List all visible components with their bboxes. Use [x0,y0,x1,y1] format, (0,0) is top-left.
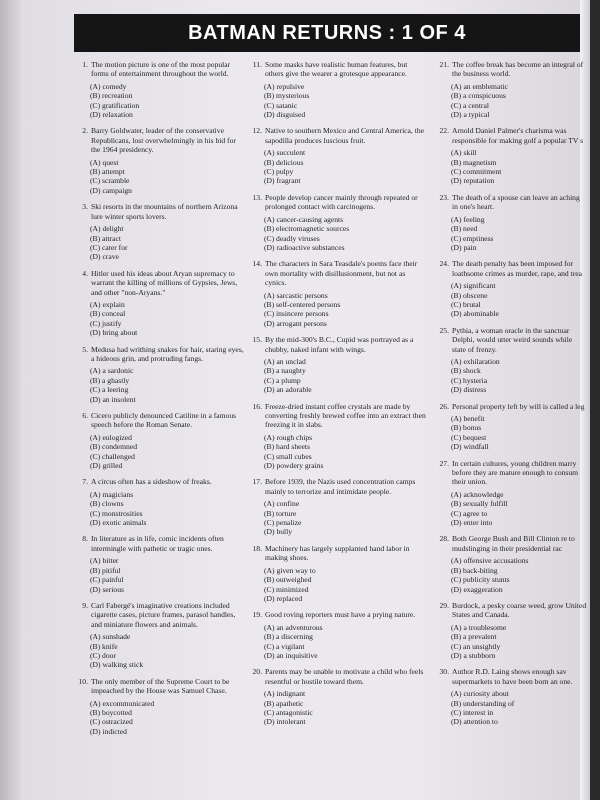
question-number: 8. [82,534,88,544]
question-text: Ski resorts in the mountains of northern Arizona lure winter sports lovers. [91,202,238,221]
answer-option: (C) a plump [264,375,301,385]
answer-options [451,414,587,452]
question-item [76,677,246,736]
answer-option: (B) sexually fulfill [451,499,508,509]
answer-options [90,699,246,737]
answer-options [451,281,587,319]
question-number: 15. [252,335,262,345]
answer-options [90,433,246,471]
answer-option: (D) reputation [451,176,495,186]
question-text: The only member of the Supreme Court to be impeached by the House was Samuel Chase. [91,676,230,696]
question-item [437,601,587,660]
answer-option: (D) grilled [90,461,123,471]
question-stem [250,259,426,287]
answer-option: (B) hard sheets [264,442,310,452]
answer-option: (C) a leering [90,385,129,395]
question-number: 26. [439,401,449,411]
question-text: Barry Goldwater, leader of the conservative Republicans, lost overwhelmingly in his bid for the 1964 presidency. [91,126,236,155]
answer-option: (B) self-centered persons [264,299,341,309]
answer-option: (D) an adorable [264,385,312,395]
question-number: 6. [82,411,88,420]
answer-option: (C) commitment [451,167,502,177]
answer-option: (B) clowns [90,499,124,509]
question-text: Both George Bush and Bill Clinton re to mudslinging in their presidential rac [452,534,575,553]
question-number: 30. [439,667,449,677]
answer-option: (A) an unclad [264,356,306,366]
answer-options [90,300,246,338]
answer-option: (D) radioactive substances [264,242,345,252]
question-text: People develop cancer mainly through repeated or prolonged contact with carcinogens. [265,192,418,212]
answer-option: (A) succulent [264,148,306,158]
answer-options [264,566,426,604]
answer-option: (C) justify [90,318,122,328]
question-item [250,667,426,726]
question-number: 14. [252,259,262,269]
question-number: 12. [252,126,262,136]
question-item [250,402,426,471]
question-number: 5. [82,344,88,354]
answer-option: (A) offensive accusations [451,556,529,566]
question-text: Author R.D. Laing shows enough sav supermarkets to have been born an one. [452,667,573,686]
question-stem [76,60,246,79]
answer-options [264,623,426,661]
question-stem [437,259,587,278]
answer-option: (D) arrogant persons [264,318,327,328]
answer-options [451,490,587,528]
answer-option: (C) hysteria [451,375,488,385]
question-stem [76,677,246,696]
answer-option: (D) attention to [451,717,498,727]
answer-option: (A) quest [90,157,119,167]
answer-option: (B) shock [451,366,481,376]
answer-option: (C) challenged [90,451,135,461]
question-stem [250,126,426,145]
answer-option: (D) enter into [451,518,493,528]
answer-option: (B) attract [90,233,121,243]
answer-option: (C) monstrosities [90,508,143,518]
answer-option: (D) an insolent [90,394,136,404]
question-item [250,477,426,536]
question-number: 29. [439,600,449,610]
answer-options [451,215,587,253]
answer-option: (A) sunshade [90,632,131,642]
question-item [76,269,246,338]
question-stem [437,326,587,354]
answer-option: (B) obscene [451,290,488,300]
question-number: 16. [252,401,262,411]
answer-option: (A) curiosity about [451,689,509,699]
answer-option: (A) benefit [451,414,485,423]
answer-option: (D) relaxation [90,110,133,120]
question-stem [76,601,246,629]
question-stem [76,269,246,297]
question-text: Arnold Daniel Palmer's charisma was responsible for making golf a popular TV s [452,126,584,145]
answer-option: (D) bully [264,527,293,537]
answer-option: (A) a sardonic [90,366,134,376]
question-text: In literature as in life, comic incidents often intermingle with pathetic or tragic ones. [91,534,224,553]
question-stem [437,193,587,212]
answer-option: (A) feeling [451,214,485,224]
question-number: 17. [252,477,262,487]
answer-option: (B) conceal [90,309,126,319]
question-stem [76,345,246,364]
answer-option: (C) interest in [451,707,494,717]
answer-option: (C) small cubes [264,451,312,461]
answer-options [264,215,426,253]
answer-option: (D) pain [451,242,477,252]
answer-option: (A) significant [451,281,496,291]
answer-option: (C) satanic [264,100,298,110]
answer-option: (C) pulpy [264,167,294,177]
answer-option: (B) delicious [264,157,304,167]
question-item [250,259,426,328]
question-stem [250,335,426,354]
answer-option: (C) insincere persons [264,309,329,319]
question-number: 1. [82,60,88,69]
answer-option: (C) gratification [90,100,140,110]
answer-option: (B) a prevalent [451,632,497,642]
answer-option: (B) a discerning [264,632,313,642]
answer-option: (C) agree to [451,508,488,518]
question-item [250,610,426,660]
answer-option: (A) sarcastic persons [264,290,328,300]
answer-option: (C) a vigilant [264,641,305,651]
question-item [437,259,587,318]
question-text: Good roving reporters must have a prying nature. [265,610,416,620]
answer-option: (C) cater for [90,242,128,252]
answer-options [264,357,426,395]
question-text: Some masks have realistic human features, but others give the wearer a grotesque appearance. [265,60,408,79]
answer-option: (A) given way to [264,565,316,575]
question-number: 27. [439,458,449,468]
question-item [250,126,426,185]
answer-options [264,499,426,537]
answer-option: (B) boycotted [90,707,132,717]
question-stem [437,402,587,411]
page-title: BATMAN RETURNS : 1 OF 4 [188,21,466,44]
question-number: 3. [82,202,88,212]
answer-option: (D) campaign [90,185,132,195]
answer-option: (B) mysterious [264,91,310,101]
question-text: Machinery has largely supplanted hand labor in making shoes. [265,543,410,563]
answer-option: (D) bring about [90,328,138,338]
answer-option: (A) comedy [90,81,127,91]
answer-option: (B) attempt [90,167,125,177]
answer-option: (B) a ghastly [90,375,130,385]
answer-option: (B) outweighed [264,575,312,585]
answer-option: (C) bequest [451,432,487,442]
question-text: Personal property left by will is called a leg [452,401,585,411]
question-stem [250,477,426,496]
question-text: Freeze-dried instant coffee crystals are made by converting freshly brewed coffee into an extract then freezing it in slabs. [265,401,426,430]
page-title-banner [74,14,580,52]
question-stem [250,402,426,430]
answer-option: (D) crave [90,252,119,262]
question-stem [437,459,587,487]
question-item [437,534,587,593]
answer-option: (A) explain [90,299,125,309]
question-item [76,601,246,670]
answer-options [90,366,246,404]
answer-options [264,291,426,329]
answer-option: (B) back-biting [451,565,498,575]
answer-options [451,623,587,661]
answer-options [90,490,246,528]
answer-option: (B) torture [264,508,297,518]
answer-option: (C) penalize [264,518,302,528]
question-text: Cicero publicly denounced Catiline in a famous speech before the Roman Senate. [91,411,237,430]
answer-option: (B) need [451,224,478,234]
question-stem [437,126,587,145]
answer-option: (C) minimized [264,584,309,594]
question-stem [437,601,587,620]
answer-option: (D) walking stick [90,660,144,670]
question-item [250,544,426,603]
answer-option: (D) serious [90,584,124,594]
answer-option: (A) cancer-causing agents [264,214,344,224]
answer-options [90,556,246,594]
question-number: 18. [252,543,262,553]
question-item [250,193,426,252]
question-text: Pythia, a woman oracle in the sanctuar Delphi, would utter weird sounds while state of frenzy. [452,325,573,354]
answer-option: (A) excommunicated [90,698,155,708]
question-number: 13. [252,192,262,202]
answer-options [451,689,587,727]
answer-option: (C) antagonistic [264,707,313,717]
answer-option: (B) knife [90,641,118,651]
question-text: Carl Fabergé's imaginative creations included cigarette cases, picture frames, parasol handles, and miniature flowers and animals. [91,600,236,629]
question-stem [437,60,587,79]
answer-options [264,689,426,727]
question-number: 4. [82,268,88,278]
question-stem [76,126,246,154]
question-item [437,402,587,452]
answer-option: (C) painful [90,575,124,585]
answer-option: (B) bonus [451,423,482,433]
answer-option: (B) apathetic [264,698,304,708]
answer-option: (D) a stubborn [451,650,496,660]
answer-option: (A) bitter [90,556,119,566]
answer-option: (D) abominable [451,309,499,319]
answer-option: (D) replaced [264,593,303,603]
answer-option: (B) a naughty [264,366,306,376]
question-column-right [437,60,587,734]
answer-options [264,433,426,471]
answer-option: (A) an adventurous [264,622,323,632]
question-text: The motion picture is one of the most popular forms of entertainment throughout the world. [91,60,231,79]
answer-option: (A) confine [264,499,300,509]
question-text: A circus often has a sideshow of freaks. [91,477,212,487]
answer-option: (D) distress [451,385,487,395]
question-item [250,60,426,119]
question-stem [250,544,426,563]
question-number: 22. [439,126,449,136]
question-text: In certain cultures, young children marry before they are mature enough to consum their union. [452,458,579,487]
question-text: Native to southern Mexico and Central America, the sapodilla produces luscious fruit. [265,126,424,145]
question-item [76,345,246,404]
answer-option: (C) door [90,650,116,660]
answer-option: (D) a typical [451,110,490,120]
answer-options [451,556,587,594]
question-stem [250,60,426,79]
answer-options [264,82,426,120]
book-spine [0,0,24,800]
answer-option: (A) exhilaration [451,356,500,366]
answer-option: (D) an inquisitive [264,650,318,660]
answer-option: (C) brutal [451,299,481,309]
question-item [76,126,246,195]
question-text: The death penalty has been imposed for loathsome crimes as murder, rape, and trea [452,259,583,278]
answer-option: (A) skill [451,148,477,158]
answer-option: (A) indignant [264,689,306,699]
question-number: 24. [439,259,449,269]
question-item [250,335,426,394]
question-stem [250,193,426,212]
answer-options [264,148,426,186]
question-stem [250,667,426,686]
answer-option: (B) pitiful [90,565,121,575]
question-number: 23. [439,192,449,202]
answer-option: (C) publicity stunts [451,575,510,585]
question-number: 21. [439,60,449,69]
answer-option: (C) an unsightly [451,641,501,651]
question-stem [250,610,426,619]
question-text: Hitler used his ideas about Aryan supremacy to warrant the killing of millions of Gypsies, Jews, and other "non-Aryans." [91,268,238,297]
question-text: Parents may be unable to motivate a child who feels resentful or hostile toward them. [265,667,424,686]
answer-options [90,224,246,262]
question-item [437,60,587,119]
question-number: 20. [252,667,262,677]
question-stem [76,477,246,486]
question-text: Medusa had writhing snakes for hair, staring eyes, a hideous grin, and protruding fangs. [91,344,244,363]
answer-option: (A) eulogized [90,432,132,442]
answer-option: (D) exaggeration [451,584,503,594]
question-stem [76,534,246,553]
answer-option: (A) magicians [90,489,134,499]
question-item [76,60,246,119]
question-number: 28. [439,534,449,544]
answer-option: (B) a conspicuous [451,91,506,101]
question-text: The characters in Sara Teasdale's poems face their own mortality with disillusionment, but not as cynics. [265,259,418,288]
answer-option: (D) indicted [90,726,127,736]
answer-options [90,632,246,670]
answer-option: (A) rough chips [264,432,313,442]
answer-options [451,357,587,395]
question-item [76,202,246,261]
question-text: The coffee break has become an integral of the business world. [452,60,584,79]
question-text: Before 1939, the Nazis used concentration camps mainly to terrorize and intimidate people. [265,477,416,496]
question-item [437,126,587,185]
answer-option: (D) powdery grains [264,461,324,471]
answer-option: (C) deadly viruses [264,233,320,243]
answer-option: (C) ostracized [90,717,133,727]
question-number: 9. [82,600,88,610]
question-number: 2. [82,126,88,136]
question-column-left [76,60,246,743]
question-column-middle [250,60,426,734]
answer-option: (A) repulsive [264,81,305,91]
answer-option: (C) a central [451,100,489,110]
question-text: Burdock, a pesky coarse weed, grow United States and Canada. [452,600,587,620]
answer-option: (D) exotic animals [90,518,147,528]
answer-option: (A) delight [90,224,124,234]
answer-option: (A) a troublesome [451,622,507,632]
question-stem [437,534,587,553]
answer-option: (D) disguised [264,110,306,120]
question-stem [437,667,587,686]
question-item [437,326,587,395]
question-number: 11. [252,60,262,69]
question-number: 7. [82,477,88,487]
question-item [76,477,246,527]
answer-option: (B) electromagnetic sources [264,224,350,234]
answer-option: (B) condemned [90,442,138,452]
answer-option: (B) recreation [90,91,133,101]
question-number: 19. [252,610,262,620]
answer-option: (C) scramble [90,176,130,186]
answer-option: (C) emptiness [451,233,494,243]
question-item [76,534,246,593]
answer-options [451,82,587,120]
answer-option: (B) understanding of [451,698,515,708]
answer-option: (A) an emblematic [451,81,508,91]
question-number: 10. [78,676,88,686]
answer-option: (D) intolerant [264,717,306,727]
question-item [437,193,587,252]
question-text: By the mid-300's B.C., Cupid was portrayed as a chubby, naked infant with wings. [265,335,414,354]
question-stem [76,411,246,430]
answer-options [90,82,246,120]
question-stem [76,202,246,221]
answer-option: (A) acknowledge [451,489,504,499]
answer-option: (B) magnetism [451,157,497,167]
answer-options [90,158,246,196]
answer-option: (D) windfall [451,442,489,452]
question-item [76,411,246,470]
question-item [437,667,587,726]
question-item [437,459,587,528]
question-text: The death of a spouse can leave an aching in one's heart. [452,192,580,212]
question-number: 25. [439,325,449,335]
answer-option: (D) fragrant [264,176,301,186]
answer-options [451,148,587,186]
